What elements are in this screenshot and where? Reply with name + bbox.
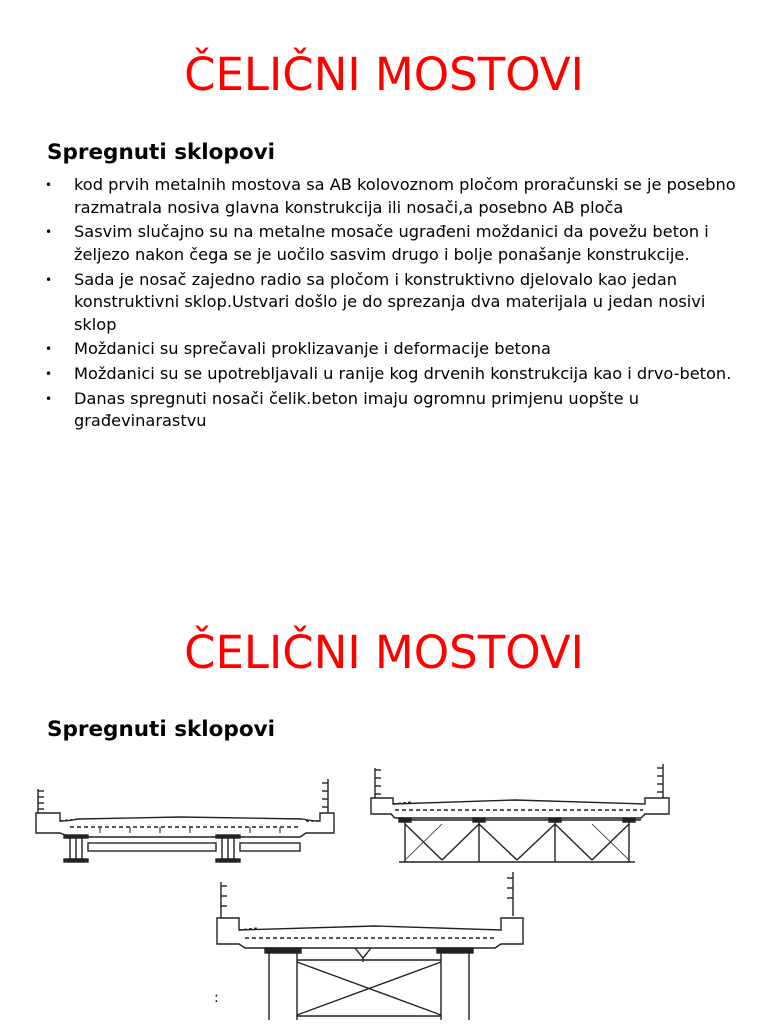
slide-subtitle: Spregnuti sklopovi: [47, 717, 275, 742]
cross-section-box-braced: [205, 870, 545, 1024]
slide-title: ČELIČNI MOSTOVI: [184, 48, 584, 101]
bullet-icon: •: [45, 225, 53, 240]
bullet-text: kod prvih metalnih mostova sa AB kolovoznom pločom proračunski se je posebno razmatrala nosiva glavna konstrukcija ili nosači,a posebno AB ploča: [74, 175, 736, 217]
railing-icon: [221, 872, 513, 918]
bullet-icon: •: [45, 391, 53, 406]
slide-subtitle: Spregnuti sklopovi: [47, 140, 275, 165]
girder-left: [64, 835, 88, 862]
bullet-text: Moždanici su se upotrebljavali u ranije kog drvenih konstrukcija kao i drvo-beton.: [74, 364, 732, 384]
railing-icon: [38, 779, 328, 813]
bullet-item: [0, 174, 740, 219]
bullet-text: Sasvim slučajno su na metalne mosače ugrađeni moždanici da povežu beton i željezo nakon čega se je uočilo sasvim drugo i bolje ponašanje konstrukcije.: [74, 222, 709, 264]
bullet-item: [0, 388, 740, 433]
girder-right: [216, 835, 240, 862]
cross-section-truss-girders: [365, 762, 675, 867]
bullet-item: [0, 363, 740, 386]
bullet-text: Sada je nosač zajedno radio sa pločom i konstruktivno djelovalo kao jedan konstruktivni sklop.Ustvari došlo je do sprezanja dva materijala u jedan nosivi sklop: [74, 269, 706, 334]
stray-mark: :: [214, 990, 219, 1006]
bullet-text: Moždanici su sprečavali proklizavanje i deformacije betona: [74, 339, 551, 359]
cross-section-two-girders: [30, 775, 350, 865]
bullet-icon: •: [45, 272, 53, 287]
bullet-item: [0, 269, 740, 337]
bullet-icon: •: [45, 342, 53, 357]
bullet-item: [0, 221, 740, 266]
bullet-list: [0, 174, 740, 435]
bullet-icon: •: [45, 367, 53, 382]
bullet-item: [0, 338, 740, 361]
slide-2: [0, 580, 768, 1024]
slide-title: ČELIČNI MOSTOVI: [184, 626, 584, 679]
bullet-icon: •: [45, 178, 53, 192]
bullet-text: Danas spregnuti nosači čelik.beton imaju ogromnu primjenu uopšte u građevinarastvu: [74, 388, 640, 431]
railing-icon: [375, 764, 663, 798]
